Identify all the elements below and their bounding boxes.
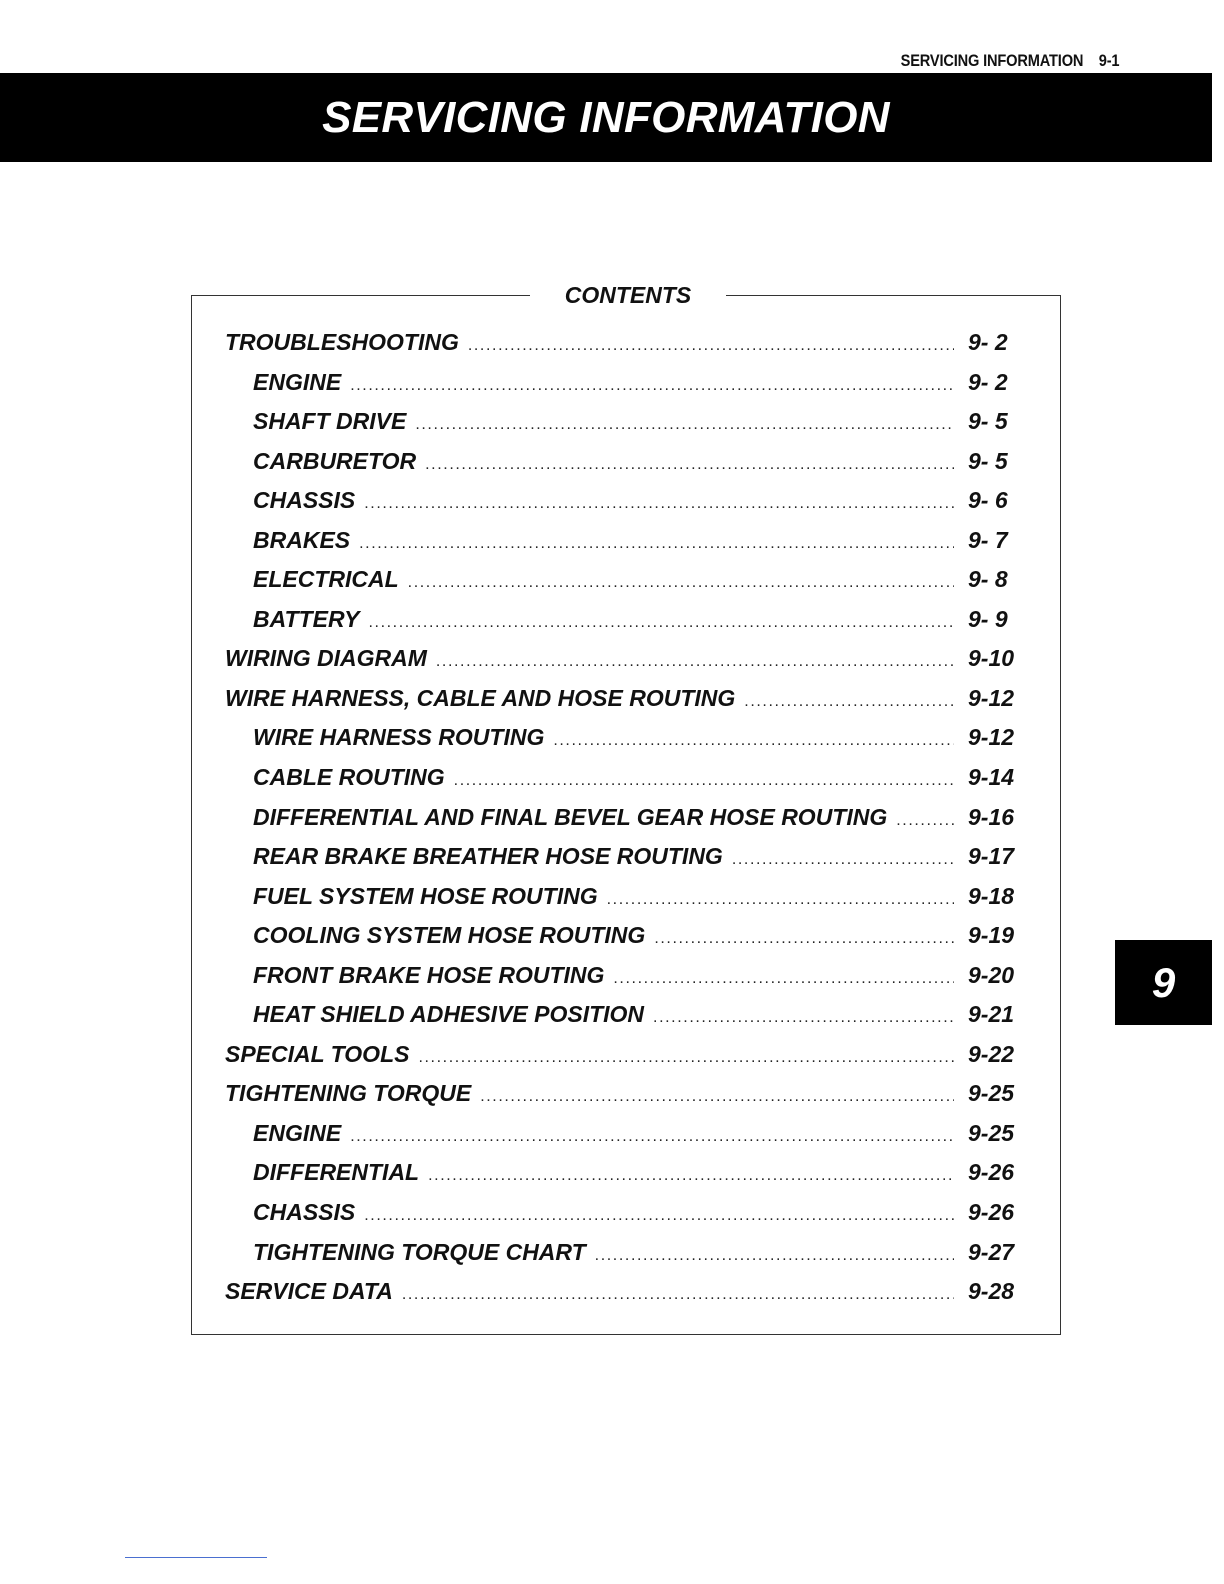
toc-entry[interactable] (225, 402, 1017, 442)
toc-entry-page: 9-17 (968, 843, 1015, 870)
toc-entry-page: 9-12 (968, 724, 1015, 751)
toc-dot-leader (468, 326, 954, 366)
toc-entry-page: 9-21 (968, 1001, 1015, 1028)
toc-entry-page: 9-14 (968, 764, 1015, 791)
toc-entry-page: 9- 9 (968, 605, 1008, 632)
toc-entry-page: 9-20 (968, 961, 1015, 988)
toc-entry-page: 9- 7 (968, 526, 1008, 553)
toc-entry-title: WIRE HARNESS, CABLE AND HOSE ROUTING (225, 684, 736, 711)
toc-entry-title: REAR BRAKE BREATHER HOSE ROUTING (253, 843, 723, 870)
toc-entry[interactable] (225, 718, 1017, 758)
page-title: SERVICING INFORMATION (322, 92, 890, 142)
toc-entry-title: BRAKES (253, 526, 351, 553)
toc-entry-page: 9-22 (968, 1040, 1015, 1067)
toc-entry-page: 9- 5 (968, 447, 1008, 474)
toc-dot-leader (595, 1236, 954, 1276)
running-header (900, 51, 1119, 71)
footer-rule (125, 1557, 267, 1558)
table-of-contents (225, 323, 1017, 1312)
toc-entry-page: 9-16 (968, 803, 1015, 830)
toc-entry-page: 9-26 (968, 1159, 1015, 1186)
toc-entry-page: 9-27 (968, 1238, 1015, 1265)
running-header-section: SERVICING INFORMATION (900, 51, 1083, 70)
toc-dot-leader (732, 840, 954, 880)
toc-entry-title: FUEL SYSTEM HOSE ROUTING (253, 882, 598, 909)
toc-entry-page: 9-18 (968, 882, 1015, 909)
toc-entry-title: TROUBLESHOOTING (225, 329, 459, 355)
toc-entry-title: ENGINE (253, 368, 342, 395)
toc-dot-leader (415, 405, 954, 445)
toc-entry-page: 9-10 (968, 645, 1015, 672)
toc-dot-leader (359, 524, 954, 564)
toc-entry-title: CHASSIS (253, 487, 356, 514)
toc-entry-page: 9- 6 (968, 487, 1008, 514)
toc-entry[interactable] (225, 481, 1017, 521)
toc-dot-leader (896, 801, 954, 841)
toc-entry[interactable] (225, 639, 1017, 679)
toc-entry-title: CHASSIS (253, 1199, 356, 1226)
toc-entry-page: 9-25 (968, 1080, 1015, 1107)
toc-dot-leader (369, 603, 955, 643)
toc-entry-page: 9- 2 (968, 329, 1008, 355)
toc-entry-page: 9- 2 (968, 368, 1008, 395)
toc-entry[interactable] (225, 1114, 1017, 1154)
toc-dot-leader (408, 563, 954, 603)
toc-entry-title: COOLING SYSTEM HOSE ROUTING (253, 922, 646, 949)
running-header-page-number: 9-1 (1098, 51, 1119, 70)
contents-heading: CONTENTS (530, 280, 726, 310)
toc-entry[interactable] (225, 1193, 1017, 1233)
toc-entry[interactable] (225, 956, 1017, 996)
toc-entry-title: CABLE ROUTING (253, 764, 445, 791)
toc-dot-leader (428, 1156, 954, 1196)
toc-dot-leader (425, 445, 954, 485)
toc-entry-page: 9-19 (968, 922, 1015, 949)
toc-entry[interactable] (225, 1233, 1017, 1273)
toc-entry-title: CARBURETOR (253, 447, 417, 474)
toc-entry-page: 9-25 (968, 1119, 1015, 1146)
toc-dot-leader (607, 880, 954, 920)
toc-dot-leader (364, 484, 954, 524)
toc-entry-page: 9-28 (968, 1278, 1015, 1305)
toc-entry-title: SERVICE DATA (225, 1278, 393, 1305)
toc-entry[interactable] (225, 916, 1017, 956)
toc-entry-title: TIGHTENING TORQUE CHART (253, 1238, 586, 1265)
toc-entry-title: WIRING DIAGRAM (225, 645, 427, 672)
toc-entry-page: 9- 5 (968, 408, 1008, 435)
toc-entry[interactable] (225, 1035, 1017, 1075)
toc-entry-title: TIGHTENING TORQUE (225, 1080, 472, 1107)
toc-dot-leader (654, 919, 954, 959)
toc-entry[interactable] (225, 758, 1017, 798)
toc-entry[interactable] (225, 600, 1017, 640)
toc-entry-title: FRONT BRAKE HOSE ROUTING (253, 961, 605, 988)
toc-entry[interactable] (225, 560, 1017, 600)
toc-dot-leader (553, 721, 954, 761)
toc-entry[interactable] (225, 995, 1017, 1035)
toc-dot-leader (653, 998, 954, 1038)
toc-entry-page: 9-26 (968, 1199, 1015, 1226)
title-banner (0, 73, 1212, 162)
toc-entry[interactable] (225, 442, 1017, 482)
toc-entry-title: SPECIAL TOOLS (225, 1040, 410, 1067)
toc-dot-leader (364, 1196, 954, 1236)
toc-dot-leader (350, 366, 954, 406)
toc-entry-title: SHAFT DRIVE (253, 408, 407, 435)
toc-dot-leader (613, 959, 954, 999)
toc-dot-leader (350, 1117, 954, 1157)
toc-entry-title: DIFFERENTIAL (253, 1159, 420, 1186)
toc-entry-page: 9- 8 (968, 566, 1008, 593)
toc-dot-leader (480, 1077, 954, 1117)
toc-entry[interactable] (225, 1074, 1017, 1114)
toc-entry[interactable] (225, 679, 1017, 719)
toc-dot-leader (454, 761, 954, 801)
toc-entry-title: HEAT SHIELD ADHESIVE POSITION (253, 1001, 645, 1028)
toc-dot-leader (418, 1038, 954, 1078)
toc-entry-title: ELECTRICAL (253, 566, 399, 593)
toc-entry[interactable] (225, 798, 1017, 838)
toc-entry-title: DIFFERENTIAL AND FINAL BEVEL GEAR HOSE ROUTING (253, 803, 888, 830)
toc-dot-leader (436, 642, 954, 682)
toc-dot-leader (744, 682, 954, 722)
toc-entry[interactable] (225, 323, 1017, 363)
toc-entry[interactable] (225, 837, 1017, 877)
toc-entry[interactable] (225, 877, 1017, 917)
toc-entry[interactable] (225, 363, 1017, 403)
toc-entry-title: WIRE HARNESS ROUTING (253, 724, 545, 751)
toc-dot-leader (402, 1275, 954, 1315)
toc-entry[interactable] (225, 1153, 1017, 1193)
toc-entry-page: 9-12 (968, 684, 1015, 711)
toc-entry-title: ENGINE (253, 1119, 342, 1146)
toc-entry-title: BATTERY (253, 605, 360, 632)
toc-entry[interactable] (225, 521, 1017, 561)
chapter-tab: 9 (1115, 940, 1212, 1025)
toc-entry[interactable] (225, 1272, 1017, 1312)
